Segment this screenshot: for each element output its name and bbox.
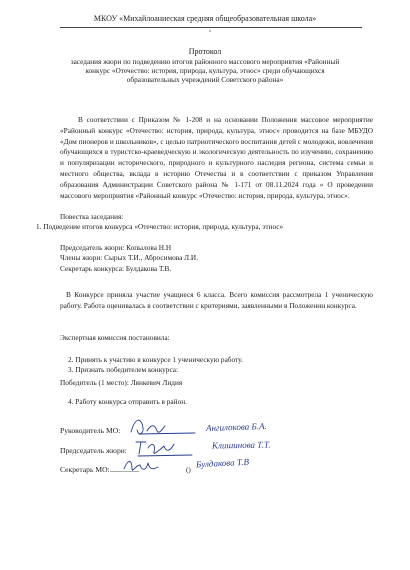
scan-speck (209, 30, 211, 32)
chair-signature-name: Клишинова Т.Т. (211, 439, 271, 451)
title-line-1: заседания жюри по подведению итогов районного массового мероприятия «Районный (70, 57, 340, 66)
school-name: МКОУ «Михайлоаниеская средняя общеобразовательная школа» (93, 14, 317, 23)
decision-item-4: 4. Работу конкурса отправить в район. (68, 397, 187, 406)
title-line-3: образовательных учреждений Советского района» (126, 75, 284, 84)
agenda-item: 1. Подведение итогов конкурса «Отечество: история, природа, культура, этнос» (36, 222, 284, 231)
secretary-signature-name: Булдакова Т.В (195, 456, 250, 470)
secretary-signature-label: Секретарь МО: (60, 465, 110, 474)
header-rule (60, 27, 362, 28)
intro-paragraph: В соответствии с Приказом № 1-208 и на основании Положения массовое мероприятие «Районный конкурс «Отечество: история, природа, культура, этнос» проводится на базе МБУДО «Дом пионеров и школьников», с целью патриотического воспитания детей с молодежи, вовлечения обучающихся в туристско-краеведческую и экологическую деятельность по изучению, сохранению и популяризации исторического, природного и культурного наследия региона, система семьи и местного общества, вклада в историю Отечества и в соответствии с приказом Управления образования Администрации Советского района № 1-171 от 08.11.2024 года « О проведении массового мероприятия «Районный конкурс «Отечество: история, природа, культура, этнос». (60, 115, 373, 200)
secretary-signature-line: ________ (110, 464, 140, 473)
head-signature-label: Руководитель МО: (60, 426, 121, 435)
decision-label: Экспертная комиссия постановила: (60, 333, 170, 342)
agenda-label: Повестка заседания: (60, 212, 124, 221)
participation-paragraph: В Конкурсе приняла участие учащиеся 6 класса. Всего комиссия рассмотрела 1 ученическую работу. Работа оценивалась в соответствии с критериями, заявленными в Положении конкурса. (60, 290, 373, 310)
chair-signature-label: Председатель жюри: (60, 446, 127, 455)
decision-item-3: 3. Признать победителем конкурса: (68, 365, 179, 374)
doc-type: Протокол (188, 47, 222, 56)
head-signature-name: Ангилокова Б.А. (205, 420, 267, 434)
secretary-signature-mark (120, 455, 170, 475)
title-line-2: конкурс «Отечество: история, природа, культура, этнос» среди обучающихся (85, 66, 325, 75)
jury-members: Члены жюри: Сырых Т.И., Абросимова Л.И. (60, 253, 199, 262)
winner-line: Победитель (1 место): Лянкевич Лидия (60, 378, 183, 387)
jury-chair: Председатель жюри: Копылова Н.Н (60, 243, 172, 252)
jury-secretary: Секретарь конкурса: Булдакова Т.В. (60, 264, 172, 273)
decision-item-2: 2. Принять к участию в конкурсе 1 ученическую работу. (68, 355, 243, 364)
secretary-signature-paren: () (186, 465, 191, 474)
